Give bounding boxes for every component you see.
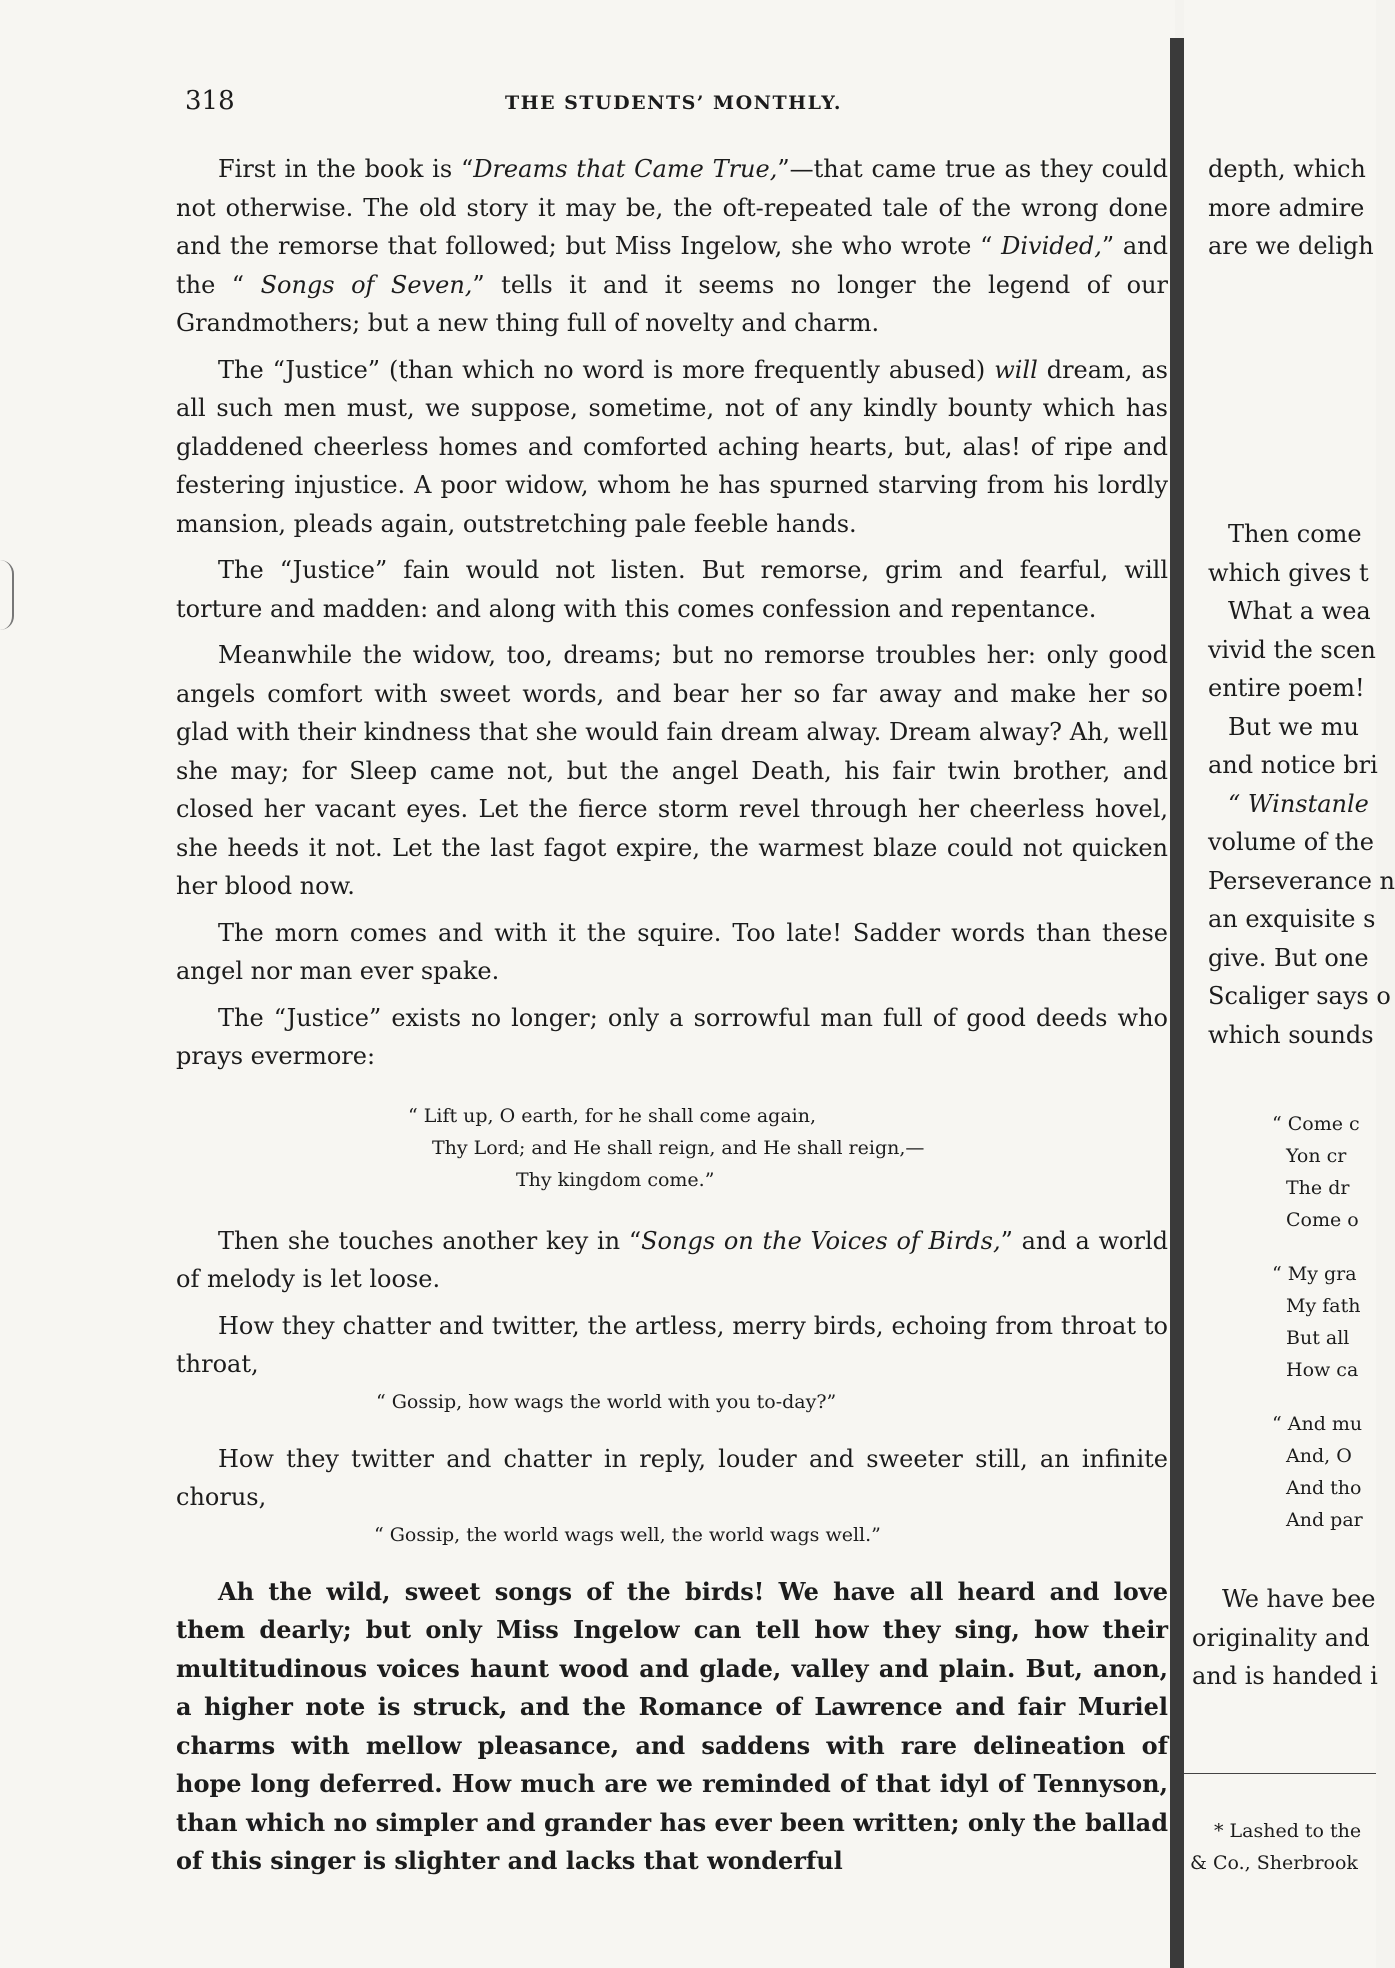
right-verse-line: But all bbox=[1286, 1327, 1350, 1349]
right-line: give. But one bbox=[1208, 943, 1369, 972]
footnote-line: * Lashed to the bbox=[1214, 1820, 1362, 1842]
right-verse-line: How ca bbox=[1286, 1359, 1359, 1381]
right-line: entire poem! bbox=[1208, 674, 1365, 702]
binding-gutter bbox=[1170, 38, 1184, 1968]
right-line: vivid the scen bbox=[1208, 635, 1376, 664]
right-text-bottom bbox=[1192, 1580, 1378, 1696]
quote-gossip-question: “ Gossip, how wags the world with you to-day?” bbox=[376, 1390, 837, 1413]
right-footnote bbox=[1190, 1815, 1361, 1879]
right-verse-line: And par bbox=[1286, 1509, 1363, 1531]
right-line: depth, which bbox=[1208, 155, 1366, 183]
paragraph-3: The “Justice” fain would not listen. But remorse, grim and fearful, will torture and madden: and along with this comes confession and repentance. bbox=[176, 556, 1168, 623]
verse-line: “ Lift up, O earth, for he shall come again, bbox=[408, 1104, 817, 1127]
title-songs-of-seven: Songs of Seven, bbox=[260, 270, 473, 299]
right-text-middle bbox=[1208, 515, 1395, 1054]
paragraph-7: Then she touches another key in “Songs on the Voices of Birds,” and a world of melody is let loose. bbox=[176, 1226, 1168, 1293]
right-verse-line: Yon cr bbox=[1286, 1145, 1347, 1167]
paragraph-9: How they twitter and chatter in reply, louder and sweeter still, an infinite chorus, bbox=[176, 1444, 1168, 1511]
right-text-top bbox=[1208, 150, 1374, 266]
page-number: 318 bbox=[185, 86, 235, 116]
right-line: Perseverance n bbox=[1208, 866, 1395, 895]
right-verse-line: “ Come c bbox=[1272, 1113, 1360, 1135]
right-line: We have bee bbox=[1222, 1585, 1376, 1613]
page-header bbox=[185, 86, 1170, 126]
paragraph-2: The “Justice” (than which no word is more frequently abused) will dream, as all such men must, we suppose, sometime, not of any kindly bounty which has gladdened cheerless homes and comforted aching hearts, but, alas! of ripe and festering injustice. A poor widow, whom he has spurned starving from his lordly mansion, pleads again, outstretching pale feeble hands. bbox=[176, 355, 1168, 538]
running-head: THE STUDENTS’ MONTHLY. bbox=[505, 92, 842, 114]
right-line: an exquisite s bbox=[1208, 905, 1376, 933]
right-line: originality and bbox=[1192, 1623, 1370, 1652]
right-line: which sounds bbox=[1208, 1020, 1374, 1049]
footnote-rule bbox=[1184, 1773, 1376, 1774]
title-dreams: Dreams that Came True, bbox=[473, 155, 778, 183]
footnote-line: & Co., Sherbrook bbox=[1190, 1852, 1358, 1874]
right-line: Then come bbox=[1228, 520, 1362, 548]
right-line: “ Winstanle bbox=[1228, 789, 1369, 818]
right-verse-block bbox=[1272, 1108, 1363, 1536]
right-line: and notice bri bbox=[1208, 751, 1378, 779]
page-edge-mark bbox=[0, 560, 14, 630]
right-line: more admire bbox=[1208, 193, 1365, 222]
paragraph-6: The “Justice” exists no longer; only a sorrowful man full of good deeds who prays evermore: bbox=[176, 1003, 1168, 1070]
paragraph-5: The morn comes and with it the squire. Too late! Sadder words than these angel nor man ever spake. bbox=[176, 918, 1168, 985]
right-verse-line: The dr bbox=[1286, 1177, 1350, 1199]
quote-gossip-answer: “ Gossip, the world wags well, the world wags well.” bbox=[374, 1523, 881, 1546]
right-line: are we deligh bbox=[1208, 232, 1374, 260]
right-line: But we mu bbox=[1228, 712, 1359, 741]
right-verse-line: And, O bbox=[1286, 1445, 1352, 1467]
right-verse-line: “ My gra bbox=[1272, 1263, 1357, 1285]
title-divided: Divided, bbox=[1001, 232, 1102, 260]
right-verse-line: “ And mu bbox=[1272, 1413, 1363, 1435]
verse-line: Thy Lord; and He shall reign, and He shall reign,— bbox=[432, 1136, 925, 1159]
right-line: and is handed i bbox=[1192, 1662, 1378, 1690]
right-line: What a wea bbox=[1228, 597, 1371, 625]
right-verse-line: My fath bbox=[1286, 1295, 1361, 1317]
verse-line: Thy kingdom come.” bbox=[516, 1168, 715, 1191]
right-verse-line: And tho bbox=[1286, 1477, 1362, 1499]
title-songs-birds: Songs on the Voices of Birds, bbox=[641, 1226, 1001, 1255]
right-page-fragment bbox=[1184, 0, 1395, 1968]
right-line: which gives t bbox=[1208, 558, 1369, 587]
paragraph-8: How they chatter and twitter, the artless, merry birds, echoing from throat to throat, bbox=[176, 1311, 1168, 1378]
paragraph-1: First in the book is “Dreams that Came True,”—that came true as they could not otherwise. The old story it may be, the oft-repeated tale of the wrong done and the remorse that followed; but Miss Ingelow, she who wrote “ Divided,” and the “ Songs of Seven,” tells it and it seems no longer the legend of our Grandmothers; but a new thing full of novelty and charm. bbox=[176, 155, 1169, 337]
paragraph-4: Meanwhile the widow, too, dreams; but no remorse troubles her: only good angels comfort with sweet words, and bear her so far away and make her so glad with their kindness that she would fain dream alway. Dream alway? Ah, well she may; for Sleep came not, but the angel Death, his fair twin brother, and closed her vacant eyes. Let the fierce storm revel through her cheerless hovel, she heeds it not. Let the last fagot expire, the warmest blaze could not quicken her blood now. bbox=[176, 641, 1168, 900]
right-line: volume of the bbox=[1208, 828, 1374, 856]
right-verse-line: Come o bbox=[1286, 1209, 1359, 1231]
verse-lift-up bbox=[176, 1100, 1168, 1196]
paragraph-10: Ah the wild, sweet songs of the birds! We have all heard and love them dearly; but only Miss Ingelow can tell how they sing, how their multitudinous voices haunt wood and glade, valley and plain. But, anon, a higher note is struck, and the Romance of Lawrence and fair Muriel charms with mellow pleasance, and saddens with rare delineation of hope long deferred. How much are we reminded of that idyl of Tennyson, than which no simpler and grander has ever been written; only the ballad of this singer is slighter and lacks that wonderful bbox=[176, 1576, 1168, 1875]
right-line: Scaliger says o bbox=[1208, 982, 1391, 1010]
body-column bbox=[176, 150, 1168, 1889]
